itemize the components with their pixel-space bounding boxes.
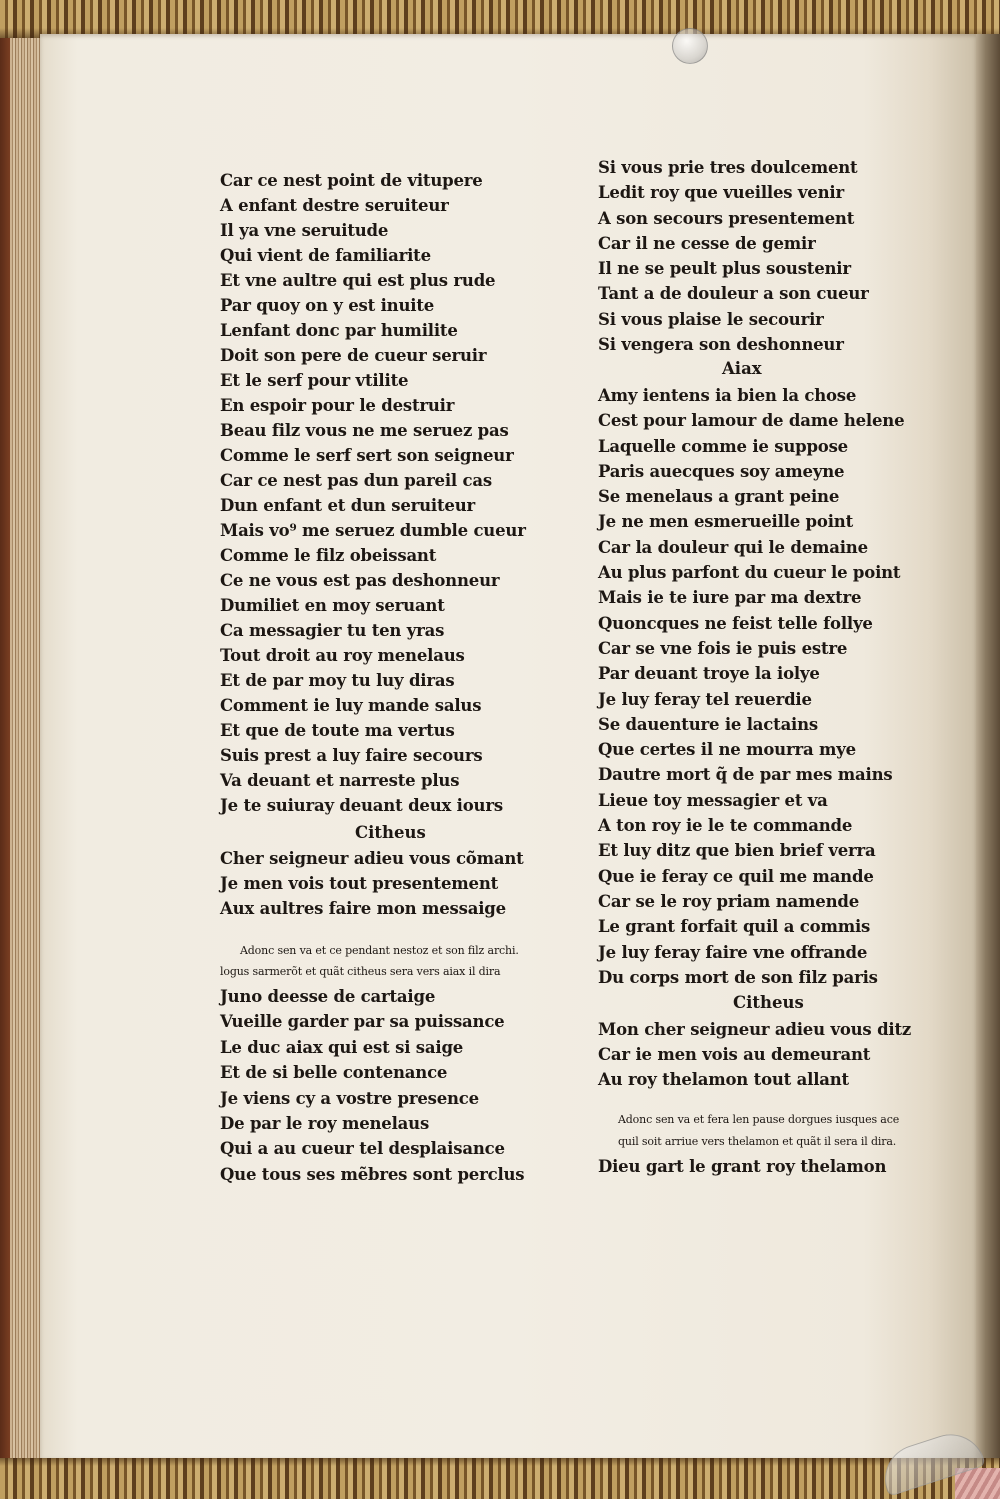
verse-line: Si vengera son deshonneur <box>598 335 844 355</box>
verse-line: Tant a de douleur a son cueur <box>598 284 869 304</box>
verse-line: Comme le serf sert son seigneur <box>220 446 514 465</box>
verse-line: Que tous ses mẽbres sont perclus <box>220 1164 525 1184</box>
verse-line: Se dauenture ie lactains <box>598 714 819 734</box>
verse-line: Vueille garder par sa puissance <box>220 1012 505 1032</box>
right-column-verses-4 <box>598 1154 886 1179</box>
stage-direction-line: Adonc sen va et fera len pause dorgues iusques ace <box>618 1113 900 1126</box>
verse-line: Ca messagier tu ten yras <box>220 621 445 640</box>
stage-direction <box>220 940 519 982</box>
verse-line: De par le roy menelaus <box>220 1113 430 1133</box>
left-column-verses-2 <box>220 846 524 921</box>
verse-line: Je viens cy a vostre presence <box>220 1088 479 1108</box>
verse-line: Ledit roy que vueilles venir <box>598 183 844 203</box>
verse-line: Que ie feray ce quil me mande <box>598 866 874 886</box>
verse-line: A son secours presentement <box>598 208 855 228</box>
verse-line: Comme le filz obeissant <box>220 546 437 565</box>
right-column-verses-2 <box>598 383 904 990</box>
verse-line: En espoir pour le destruir <box>220 396 455 415</box>
right-column-verses-1 <box>598 155 869 357</box>
speaker-name: Aiax <box>722 359 762 378</box>
verse-line: Et vne aultre qui est plus rude <box>220 271 496 290</box>
verse-line: Et que de toute ma vertus <box>220 721 455 740</box>
verse-line: Suis prest a luy faire secours <box>220 746 483 765</box>
verse-line: Car se le roy priam namende <box>598 891 860 911</box>
verse-line: Paris auecques soy ameyne <box>598 461 845 481</box>
verse-line: Lenfant donc par humilite <box>220 321 458 340</box>
right-column-verses-3 <box>598 1017 911 1092</box>
verse-line: Je luy feray faire vne offrande <box>598 942 868 962</box>
verse-line: Comment ie luy mande salus <box>220 696 482 715</box>
verse-line: Et luy ditz que bien brief verra <box>598 841 876 861</box>
verse-line: Et de par moy tu luy diras <box>220 671 455 690</box>
verse-line: Et le serf pour vtilite <box>220 371 409 390</box>
verse-line: A enfant destre seruiteur <box>220 196 449 215</box>
page-clip-top <box>672 28 708 64</box>
verse-line: Dieu gart le grant roy thelamon <box>598 1157 887 1176</box>
speaker-name: Citheus <box>733 993 804 1012</box>
verse-line: Doit son pere de cueur seruir <box>220 346 487 365</box>
left-column-verses-3 <box>220 984 524 1187</box>
verse-line: Juno deesse de cartaige <box>220 987 436 1006</box>
book-gutter <box>976 34 1000 1458</box>
verse-line: Je ne men esmerueille point <box>598 512 853 532</box>
verse-line: Ce ne vous est pas deshonneur <box>220 571 500 590</box>
stage-direction-line: logus sarmerõt et quãt citheus sera vers aiax il dira <box>220 965 501 978</box>
verse-line: Car ce nest point de vitupere <box>220 171 483 190</box>
verse-line: Dautre mort q̃ de par mes mains <box>598 765 893 785</box>
verse-line: Par quoy on y est inuite <box>220 296 435 315</box>
stage-direction <box>618 1109 899 1153</box>
stage-direction-line: quil soit arriue vers thelamon et quãt il sera il dira. <box>618 1135 897 1148</box>
page-edges <box>10 34 42 1460</box>
verse-line: Et de si belle contenance <box>220 1063 448 1083</box>
verse-line: Au roy thelamon tout allant <box>598 1070 849 1089</box>
verse-line: Dun enfant et dun seruiteur <box>220 496 475 515</box>
verse-line: Tout droit au roy menelaus <box>220 646 465 665</box>
gilt-edge-bottom <box>0 1458 1000 1499</box>
left-column-verses-1 <box>220 168 526 818</box>
verse-line: Je te suiuray deuant deux iours <box>220 796 503 815</box>
verse-line: Aux aultres faire mon messaige <box>220 899 506 918</box>
verse-line: Car il ne cesse de gemir <box>598 233 816 253</box>
verse-line: Car ce nest pas dun pareil cas <box>220 471 492 490</box>
speaker-name: Citheus <box>355 823 426 842</box>
verse-line: Par deuant troye la iolye <box>598 664 820 684</box>
verse-line: Si vous prie tres doulcement <box>598 158 858 177</box>
verse-line: Car ie men vois au demeurant <box>598 1045 871 1064</box>
verse-line: Cest pour lamour de dame helene <box>598 411 905 431</box>
verse-line: Si vous plaise le secourir <box>598 309 824 329</box>
verse-line: Quoncques ne feist telle follye <box>598 613 873 633</box>
verse-line: Lieue toy messagier et va <box>598 790 828 810</box>
verse-line: Qui a au cueur tel desplaisance <box>220 1139 505 1159</box>
verse-line: Mais ie te iure par ma dextre <box>598 588 862 608</box>
verse-line: A ton roy ie le te commande <box>598 816 853 836</box>
verse-line: Qui vient de familiarite <box>220 246 431 265</box>
verse-line: Il ne se peult plus soustenir <box>598 259 851 279</box>
verse-line: Je men vois tout presentement <box>220 874 499 893</box>
book-binding-left <box>0 0 10 1499</box>
verse-line: Va deuant et narreste plus <box>220 771 460 790</box>
stage-direction-line: Adonc sen va et ce pendant nestoz et son filz archi. <box>240 944 519 957</box>
verse-line: Il ya vne seruitude <box>220 221 389 240</box>
verse-line: Laquelle comme ie suppose <box>598 436 848 456</box>
verse-line: Beau filz vous ne me seruez pas <box>220 421 509 440</box>
verse-line: Au plus parfont du cueur le point <box>598 563 901 583</box>
gilt-edge-top <box>0 0 1000 38</box>
verse-line: Cher seigneur adieu vous cõmant <box>220 849 524 868</box>
verse-line: Car se vne fois ie puis estre <box>598 638 848 658</box>
verse-line: Mon cher seigneur adieu vous ditz <box>598 1020 912 1039</box>
verse-line: Je luy feray tel reuerdie <box>598 689 812 709</box>
verse-line: Que certes il ne mourra mye <box>598 740 856 760</box>
verse-line: Le duc aiax qui est si saige <box>220 1037 464 1057</box>
verse-line: Mais vo⁹ me seruez dumble cueur <box>220 521 526 540</box>
verse-line: Se menelaus a grant peine <box>598 487 840 507</box>
verse-line: Le grant forfait quil a commis <box>598 917 871 937</box>
verse-line: Amy ientens ia bien la chose <box>598 386 857 405</box>
verse-line: Car la douleur qui le demaine <box>598 537 868 557</box>
verse-line: Dumiliet en moy seruant <box>220 596 445 615</box>
verse-line: Du corps mort de son filz paris <box>598 967 878 987</box>
